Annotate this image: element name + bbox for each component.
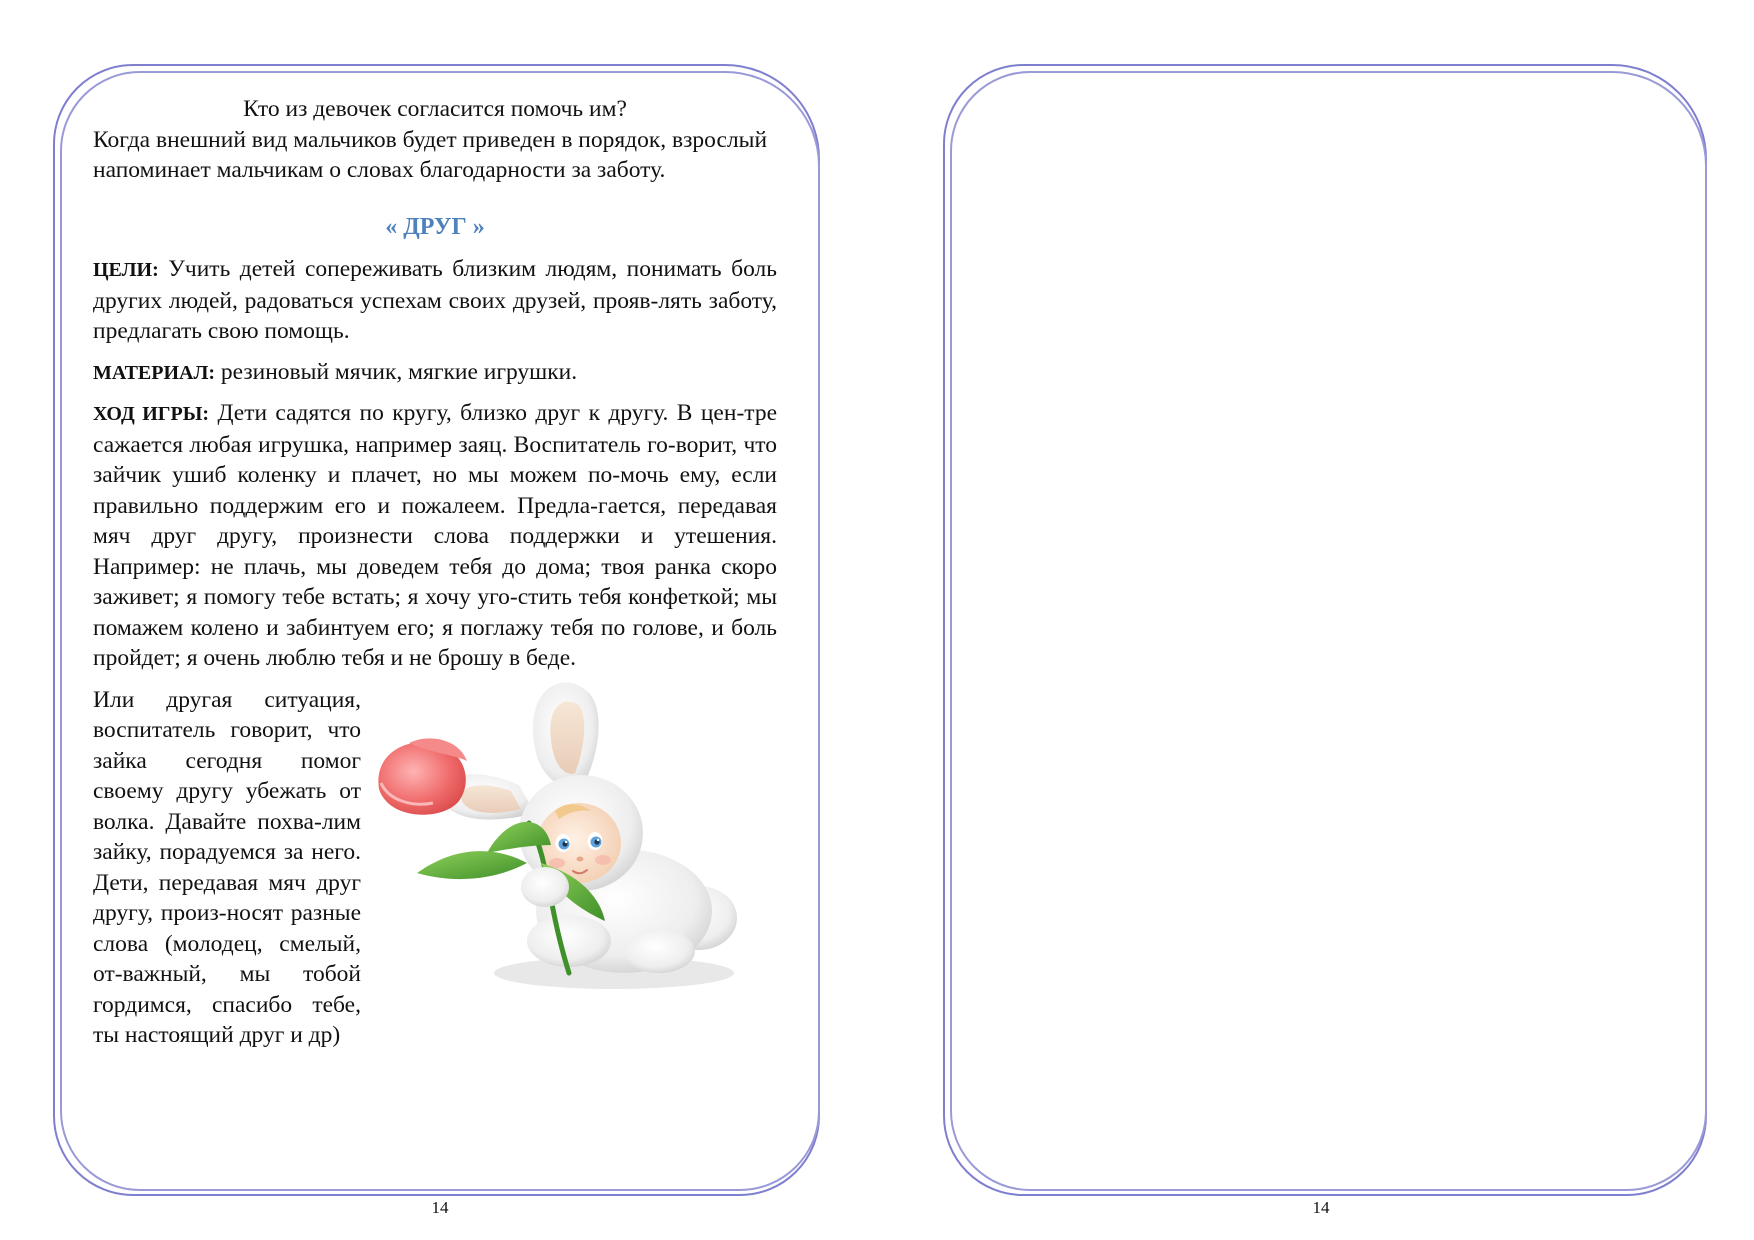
material-label: МАТЕРИАЛ: <box>93 361 216 384</box>
right-page <box>877 0 1754 1240</box>
other-situation-block <box>93 685 777 1051</box>
right-page-number: 14 <box>1312 1198 1330 1217</box>
material-text: резиновый мячик, мягкие игрушки. <box>215 358 578 385</box>
right-page-frame-inner <box>950 71 1707 1191</box>
goals-text: Учить детей сопереживать близким людям, понимать боль других людей, радоваться успехам своих друзей, прояв-лять заботу, предлагать свою помощь. <box>93 256 777 344</box>
material-paragraph <box>93 357 777 389</box>
other-situation-text: Или другая ситуация, воспитатель говорит, что зайка сегодня помог своему другу убежать от волка. Давайте похва-лим зайку, порадуемся за него. Дети, передавая мяч друг другу, произ-носят разные слова (молодец, смелый, от-важный, мы тобой гордимся, спасибо тебе, ты настоящий друг и др) <box>93 686 361 1048</box>
left-page-content <box>93 94 777 1051</box>
game-title: « ДРУГ » <box>385 213 485 240</box>
goals-paragraph <box>93 254 777 347</box>
intro-line: Кто из девочек согласится помочь им? <box>243 96 627 122</box>
left-page-number: 14 <box>431 1198 449 1217</box>
goals-label: ЦЕЛИ: <box>93 259 159 281</box>
process-paragraph <box>93 398 777 674</box>
process-label: ХОД ИГРЫ: <box>93 403 210 425</box>
bunny-with-tulip-illustration <box>369 673 777 1008</box>
process-text: Дети садятся по кругу, близко друг к другу. В цен-тре сажается любая игрушка, например заяц. Воспитатель го-ворит, что зайчик ушиб коленку и плачет, но мы можем по-мочь ему, если правильно поддержим его и пожалеем. Предла-гается, передавая мяч друг другу, произнести слова поддержки и утешения. Например: не плачь, мы доведем тебя до дома; твоя ранка скоро заживет; я помогу тебе встать; я хочу уго-стить тебя конфеткой; мы помажем колено и забинтуем его; я поглажу тебя по голове, и боль пройдет; я очень люблю тебя и не брошу в беде. <box>93 400 778 671</box>
intro-text: Когда внешний вид мальчиков будет приведен в порядок, взрослый напоминает мальчикам о словах благодарности за заботу. <box>93 126 768 183</box>
